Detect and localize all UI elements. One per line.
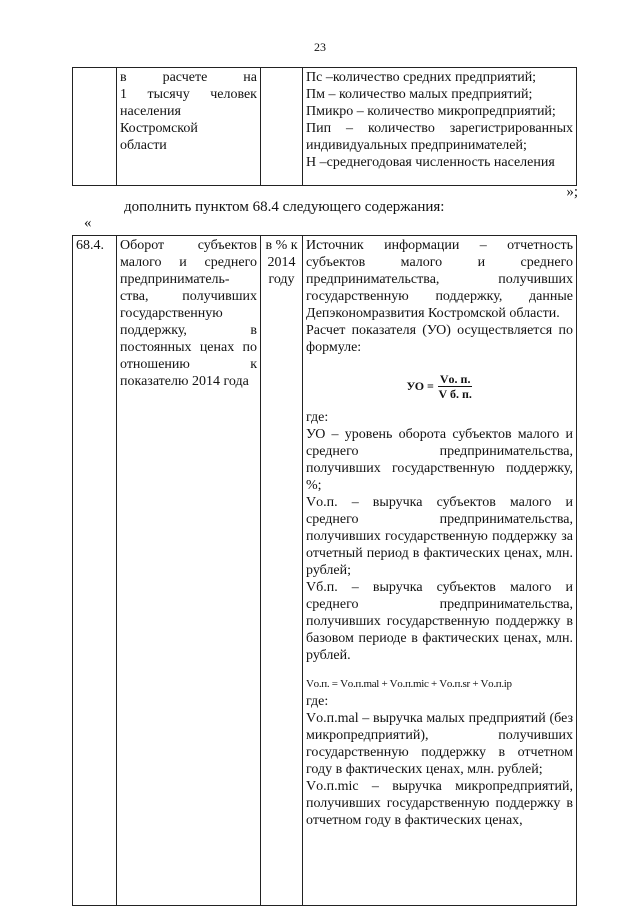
t1-name-line-1: в расчете на bbox=[120, 70, 257, 85]
opening-quote: « bbox=[84, 215, 92, 231]
definition-vbp: Vб.п. – выручка субъектов малого и среднего предпринимательства, получивших государственную поддержку в базовом периоде в фактических ценах, млн. рублей. bbox=[306, 580, 573, 663]
t1-cell-unit bbox=[261, 68, 303, 186]
source-text: Источник информации – отчетность субъектов малого и среднего предпринимательства, получивших государственную поддержку, данные Депэкономразвития Костромской области. bbox=[306, 238, 573, 321]
t1-method-line-5: Н –среднегодовая численность населения bbox=[306, 155, 555, 170]
t1-name-line-3: населения bbox=[120, 104, 181, 119]
definition-mic: Vо.п.mic – выручка микропредприятий, получивших государственную поддержку в отчетном году в фактических ценах, bbox=[306, 779, 573, 828]
addition-text: дополнить пунктом 68.4 следующего содержания: bbox=[124, 199, 445, 215]
formula-fraction bbox=[438, 372, 473, 401]
method-cell bbox=[303, 236, 577, 906]
formula-left: УО = bbox=[406, 379, 434, 393]
sum-formula: Vо.п. = Vо.п.mal + Vо.п.mic + Vо.п.sr + Vо.п.ip bbox=[306, 678, 512, 690]
indicator-name: Оборот субъектов малого и среднего предприниматель- ства, получивших государственную поддержку, в постоянных ценах по отношению к показателю 2014 года bbox=[117, 236, 261, 906]
definition-uo: УО – уровень оборота субъектов малого и среднего предпринимательства, получивших государственную поддержку, %; bbox=[306, 427, 573, 493]
t1-method-line-1: Пс –количество средних предприятий; bbox=[306, 70, 537, 85]
t1-method-line-4: Пип – количество зарегистрированных индивидуальных предпринимателей; bbox=[306, 121, 573, 153]
indicator-table bbox=[72, 235, 577, 906]
t1-cell-method bbox=[303, 68, 577, 186]
t1-name-line-2: 1 тысячу человек bbox=[120, 87, 257, 102]
closing-quote: »; bbox=[566, 184, 578, 200]
calc-text: Расчет показателя (УО) осуществляется по формуле: bbox=[306, 323, 573, 355]
definition-vop: Vо.п. – выручка субъектов малого и среднего предпринимательства, получивших государственную поддержку за отчетный период в фактических ценах, млн. рублей; bbox=[306, 495, 573, 578]
formula-numerator: Vо. п. bbox=[439, 372, 471, 386]
t1-name-line-5: области bbox=[120, 138, 167, 153]
t1-cell-name bbox=[117, 68, 261, 186]
definition-mal: Vо.п.mal – выручка малых предприятий (без микропредприятий), получивших государственную поддержку в отчетном году в фактических ценах, млн. рублей; bbox=[306, 711, 573, 777]
page-number: 23 bbox=[314, 40, 326, 54]
t1-name-line-4: Костромской bbox=[120, 121, 198, 136]
where-label-2: где: bbox=[306, 694, 329, 709]
continuation-table bbox=[72, 67, 577, 186]
t1-cell-num bbox=[73, 68, 117, 186]
t1-method-line-3: Пмикро – количество микропредприятий; bbox=[306, 104, 556, 119]
row-number: 68.4. bbox=[73, 236, 117, 906]
unit-cell: в % к 2014 году bbox=[261, 236, 303, 906]
where-label-1: где: bbox=[306, 410, 329, 425]
formula-denominator: V б. п. bbox=[438, 387, 472, 401]
ratio-formula bbox=[306, 372, 573, 401]
t1-method-line-2: Пм – количество малых предприятий; bbox=[306, 87, 533, 102]
